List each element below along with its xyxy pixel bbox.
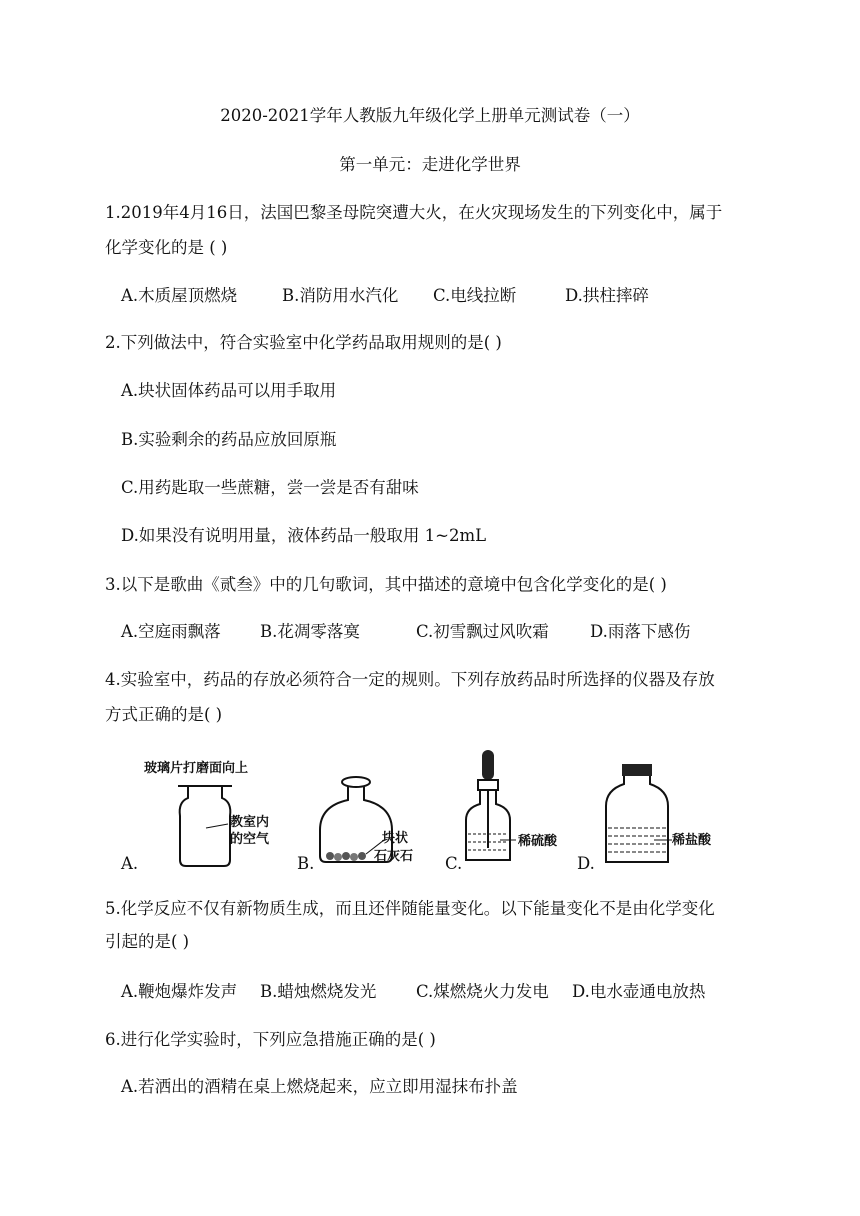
figure-a-label: A.: [121, 854, 139, 873]
question-5-stem: 5.化学反应不仅有新物质生成，而且还伴随能量变化。以下能量变化不是由化学变化: [105, 899, 715, 918]
figure-d-note: 稀盐酸: [672, 833, 712, 848]
question-1-stem: 1.2019年4月16日，法国巴黎圣母院突遭大火，在火灾现场发生的下列变化中，属于: [105, 203, 723, 222]
question-6-stem: 6.进行化学实验时，下列应急措施正确的是( ): [105, 1030, 436, 1049]
question-1-stem-cont: 化学变化的是 ( ): [105, 238, 228, 257]
question-5-option-b: B.蜡烛燃烧发光: [260, 982, 377, 1001]
question-3-stem: 3.以下是歌曲《贰叁》中的几句歌词，其中描述的意境中包含化学变化的是( ): [105, 575, 667, 594]
figure-c-note: 稀硫酸: [518, 834, 558, 849]
figure-d-label: D.: [577, 854, 595, 873]
question-5-option-a: A.鞭炮爆炸发声: [121, 982, 238, 1001]
question-5-option-c: C.煤燃烧火力发电: [416, 982, 549, 1001]
question-3-option-b: B.花凋零落寞: [260, 622, 360, 641]
figure-a-note-2: 的空气: [230, 832, 270, 847]
unit-title: 第一单元：走进化学世界: [339, 155, 521, 174]
figure-b-label: B.: [297, 854, 315, 873]
question-2-option-c: C.用药匙取一些蔗糖，尝一尝是否有甜味: [121, 478, 419, 497]
page-title: 2020-2021学年人教版九年级化学上册单元测试卷（一）: [220, 106, 640, 125]
question-4-stem-cont: 方式正确的是( ): [105, 705, 223, 724]
question-1-option-c: C.电线拉断: [433, 286, 517, 305]
question-3-option-c: C.初雪飘过风吹霜: [416, 622, 549, 641]
figure-b-note-2: 石灰石: [374, 849, 414, 864]
question-4-stem: 4.实验室中，药品的存放必须符合一定的规则。下列存放药品时所选择的仪器及存放: [105, 670, 715, 689]
question-2-option-a: A.块状固体药品可以用手取用: [121, 381, 337, 400]
figure-a-note-1: 教室内: [230, 815, 270, 830]
figure-c-bottle: [460, 748, 590, 870]
question-1-option-d: D.拱柱摔碎: [565, 286, 649, 305]
question-5-option-d: D.电水壶通电放热: [572, 982, 706, 1001]
question-2-option-b: B.实验剩余的药品应放回原瓶: [121, 430, 337, 449]
question-3-option-d: D.雨落下感伤: [590, 622, 691, 641]
figure-d-bottle: [600, 762, 740, 870]
figure-b-note-1: 块状: [382, 831, 409, 846]
question-2-stem: 2.下列做法中，符合实验室中化学药品取用规则的是( ): [105, 333, 502, 352]
figure-a-bottle: [140, 758, 290, 873]
figure-b-bottle: [312, 770, 442, 870]
question-3-option-a: A.空庭雨飘落: [121, 622, 221, 641]
question-1-option-a: A.木质屋顶燃烧: [121, 286, 238, 305]
figure-c-label: C.: [445, 854, 463, 873]
question-2-option-d: D.如果没有说明用量，液体药品一般取用 1~2mL: [121, 526, 487, 545]
question-6-option-a: A.若洒出的酒精在桌上燃烧起来，应立即用湿抹布扑盖: [121, 1077, 518, 1096]
question-5-stem-cont: 引起的是( ): [105, 932, 190, 951]
figure-a-caption: 玻璃片打磨面向上: [144, 761, 249, 776]
question-1-option-b: B.消防用水汽化: [282, 286, 399, 305]
